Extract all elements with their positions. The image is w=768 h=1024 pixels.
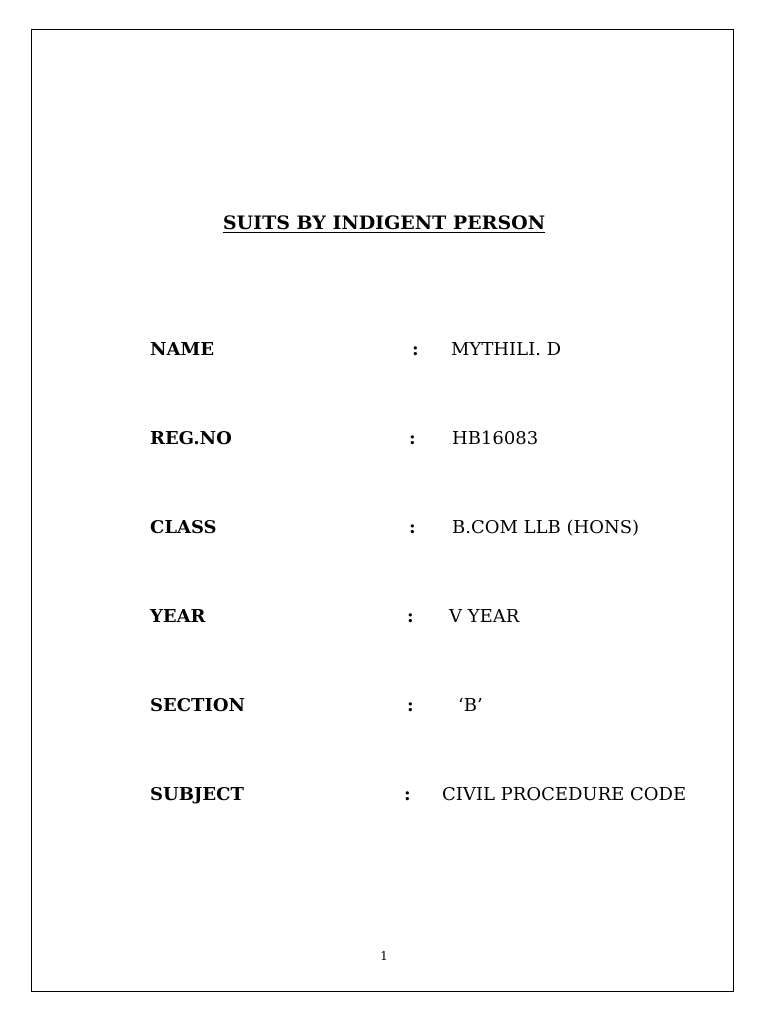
field-row-name bbox=[0, 339, 768, 367]
field-value-class: B.COM LLB (HONS) bbox=[452, 517, 640, 538]
page-border bbox=[31, 29, 734, 992]
document-title: SUITS BY INDIGENT PERSON bbox=[222, 212, 546, 234]
field-row-regno bbox=[0, 428, 768, 456]
field-label-subject: SUBJECT bbox=[150, 784, 244, 805]
field-value-section: ‘B’ bbox=[458, 695, 483, 716]
field-label-name: NAME bbox=[150, 339, 215, 360]
field-value-regno: HB16083 bbox=[452, 428, 539, 449]
field-colon-year: : bbox=[407, 606, 414, 627]
field-colon-subject: : bbox=[404, 784, 411, 805]
field-label-regno: REG.NO bbox=[150, 428, 232, 449]
field-label-year: YEAR bbox=[150, 606, 206, 627]
field-label-section: SECTION bbox=[150, 695, 245, 716]
field-colon-section: : bbox=[407, 695, 414, 716]
field-row-class bbox=[0, 517, 768, 545]
field-colon-class: : bbox=[409, 517, 416, 538]
field-value-subject: CIVIL PROCEDURE CODE bbox=[442, 784, 687, 805]
page-number: 1 bbox=[380, 949, 388, 963]
field-row-year bbox=[0, 606, 768, 634]
field-row-section bbox=[0, 695, 768, 723]
field-value-name: MYTHILI. D bbox=[451, 339, 562, 360]
field-colon-regno: : bbox=[409, 428, 416, 449]
field-label-class: CLASS bbox=[150, 517, 217, 538]
field-row-subject bbox=[0, 784, 768, 812]
field-colon-name: : bbox=[412, 339, 419, 360]
field-value-year: V YEAR bbox=[449, 606, 520, 627]
